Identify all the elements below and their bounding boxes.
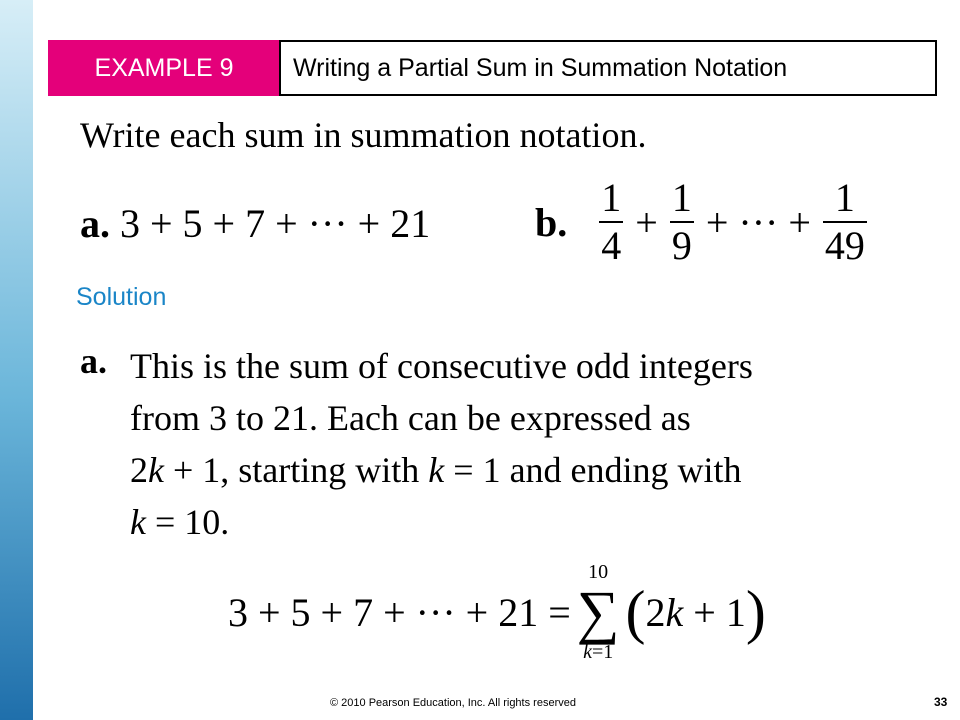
fraction-denominator: 49 bbox=[824, 223, 865, 268]
sigma-lower-limit bbox=[583, 641, 613, 663]
part-a-problem bbox=[80, 200, 430, 247]
variable-k: k bbox=[130, 502, 146, 542]
text-run: 2 bbox=[645, 589, 666, 635]
variable-k: k bbox=[665, 589, 684, 635]
ellipsis-operator: + ··· + bbox=[705, 199, 811, 245]
sidebar-accent bbox=[0, 0, 33, 720]
solution-line bbox=[130, 496, 870, 548]
part-a-label: a. bbox=[80, 201, 110, 246]
solution-line: This is the sum of consecutive odd integers bbox=[130, 346, 753, 386]
copyright-footer: © 2010 Pearson Education, Inc. All rights reserved bbox=[330, 697, 576, 709]
text-run: = 10. bbox=[145, 502, 230, 542]
fraction bbox=[599, 175, 623, 269]
fraction-denominator: 4 bbox=[601, 223, 622, 268]
page-number: 33 bbox=[934, 695, 948, 709]
variable-k: k bbox=[428, 450, 445, 490]
text-run: + 1, starting with bbox=[163, 450, 429, 490]
text-run: 2 bbox=[130, 450, 148, 490]
fraction bbox=[670, 175, 694, 269]
text-run: =1 bbox=[591, 641, 614, 663]
text-run: + 1 bbox=[683, 589, 746, 635]
summation-formula bbox=[228, 560, 766, 664]
variable-k: k bbox=[583, 641, 592, 663]
fraction-numerator: 1 bbox=[834, 175, 855, 220]
formula-lhs: 3 + 5 + 7 + ··· + 21 = bbox=[228, 589, 571, 635]
sigma-upper-limit: 10 bbox=[588, 561, 609, 583]
example-badge: EXAMPLE 9 bbox=[48, 40, 280, 96]
fraction-denominator: 9 bbox=[671, 223, 692, 268]
fraction-numerator: 1 bbox=[601, 175, 622, 220]
part-b-problem bbox=[535, 172, 871, 272]
part-b-label: b. bbox=[535, 199, 568, 245]
plus-sign: + bbox=[635, 199, 658, 245]
solution-a-label: a. bbox=[80, 341, 107, 381]
sigma-block bbox=[577, 561, 620, 663]
fraction-numerator: 1 bbox=[671, 175, 692, 220]
prompt-text: Write each sum in summation notation. bbox=[80, 115, 647, 155]
fraction bbox=[823, 175, 867, 269]
formula-body bbox=[646, 589, 746, 636]
sigma-icon: ∑ bbox=[576, 579, 620, 645]
part-a-expression: 3 + 5 + 7 + ··· + 21 bbox=[120, 201, 431, 246]
solution-line: from 3 to 21. Each can be expressed as bbox=[130, 398, 691, 438]
solution-line bbox=[130, 444, 870, 496]
variable-k: k bbox=[148, 450, 164, 490]
example-title: Writing a Partial Sum in Summation Notation bbox=[279, 40, 937, 96]
solution-heading: Solution bbox=[76, 283, 167, 311]
close-paren: ) bbox=[745, 579, 766, 645]
text-run: = 1 and ending with bbox=[444, 450, 742, 490]
solution-a-text bbox=[130, 340, 870, 548]
open-paren: ( bbox=[625, 579, 646, 645]
